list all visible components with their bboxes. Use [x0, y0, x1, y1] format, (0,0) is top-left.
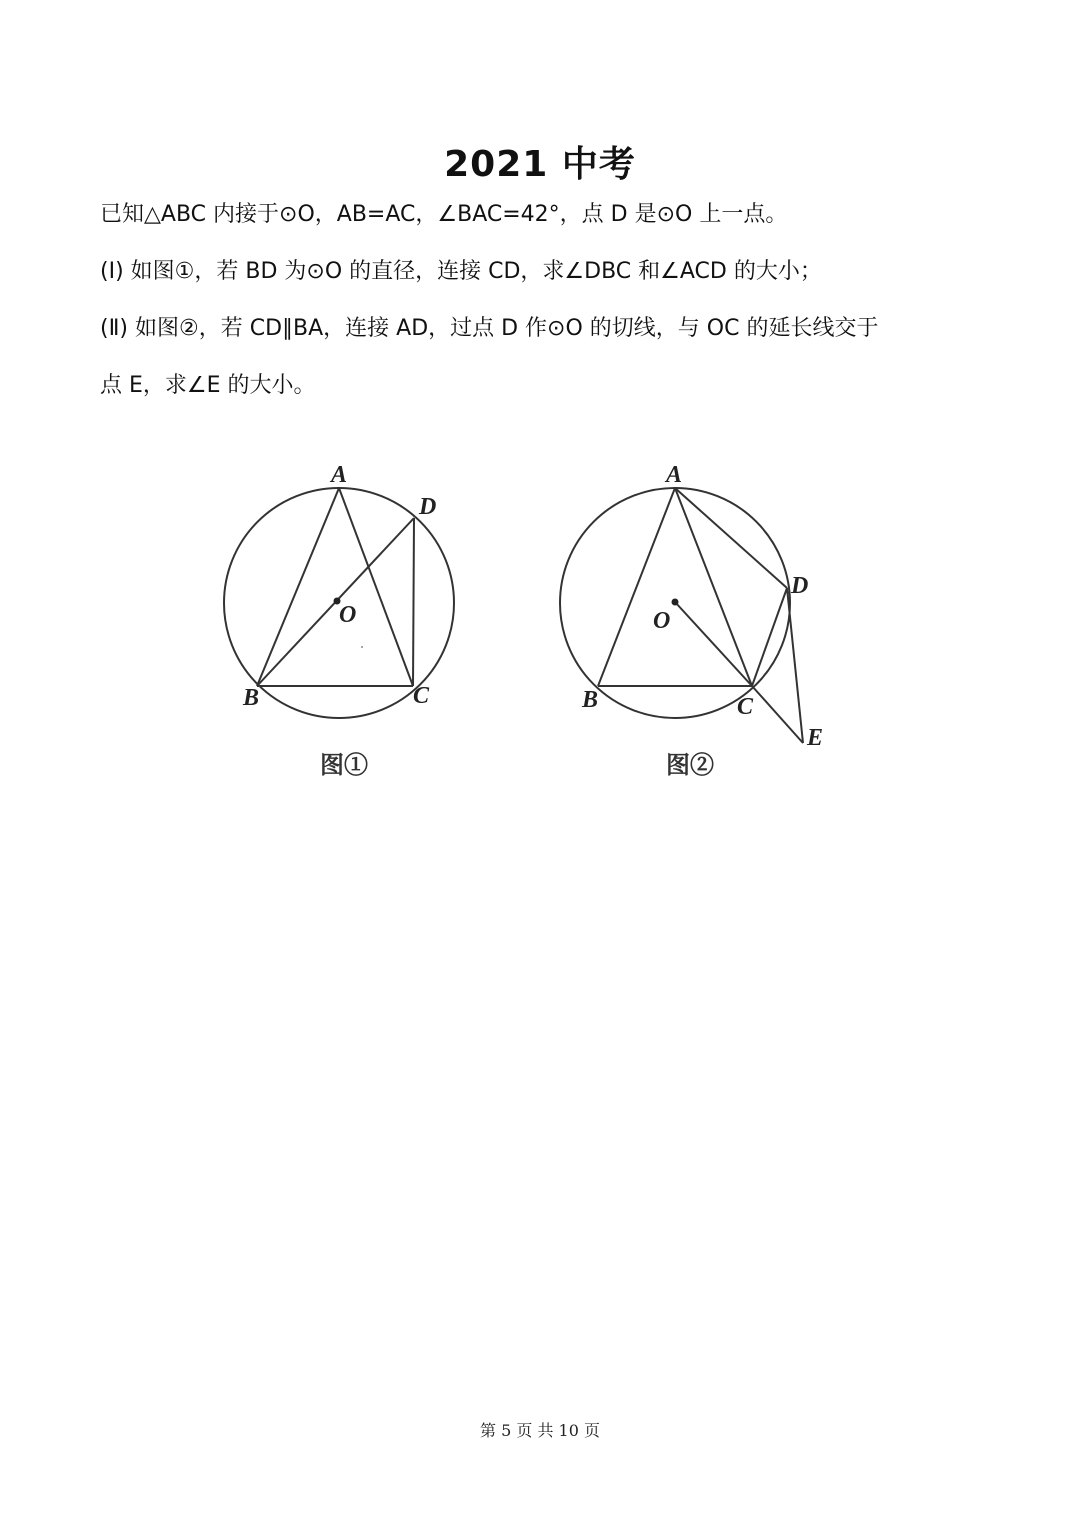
figure-1 [210, 450, 480, 740]
label-c: C [737, 694, 754, 720]
label-a: A [331, 462, 348, 488]
stray-dot [361, 646, 363, 648]
label-e: E [807, 725, 824, 751]
label-c: C [413, 683, 430, 709]
label-o: O [653, 608, 671, 634]
label-d: D [419, 494, 437, 520]
segment-ac [675, 488, 752, 686]
problem-part2-line2: 点 E，求∠E 的大小。 [100, 373, 316, 398]
label-o: O [339, 602, 357, 628]
label-d: D [791, 573, 809, 599]
segment-oc [675, 602, 752, 686]
segment-ab [257, 488, 339, 686]
figure-2-caption: 图② [666, 750, 714, 779]
segment-de [787, 588, 803, 743]
page-footer: 第 5 页 共 10 页 [480, 1421, 600, 1440]
figure-2 [545, 450, 845, 755]
figure-2-diagram [545, 450, 845, 755]
figure-1-diagram [210, 450, 480, 740]
segment-cd [413, 518, 414, 686]
problem-part1: (Ⅰ) 如图①，若 BD 为⊙O 的直径，连接 CD，求∠DBC 和∠ACD 的大小； [100, 259, 822, 284]
center-point-o [672, 599, 679, 606]
segment-ab [598, 488, 675, 686]
segment-ce [752, 686, 803, 743]
label-b: B [582, 687, 599, 713]
label-a: A [666, 462, 683, 488]
figure-1-caption: 图① [320, 750, 368, 779]
problem-part2-line1: (Ⅱ) 如图②，若 CD∥BA，连接 AD，过点 D 作⊙O 的切线，与 OC 的延长线交于 [100, 316, 879, 341]
segment-cd [752, 588, 787, 686]
page-title: 2021 中考 [444, 144, 636, 185]
problem-intro: 已知△ABC 内接于⊙O，AB=AC，∠BAC=42°，点 D 是⊙O 上一点。 [100, 202, 788, 227]
label-b: B [243, 685, 260, 711]
